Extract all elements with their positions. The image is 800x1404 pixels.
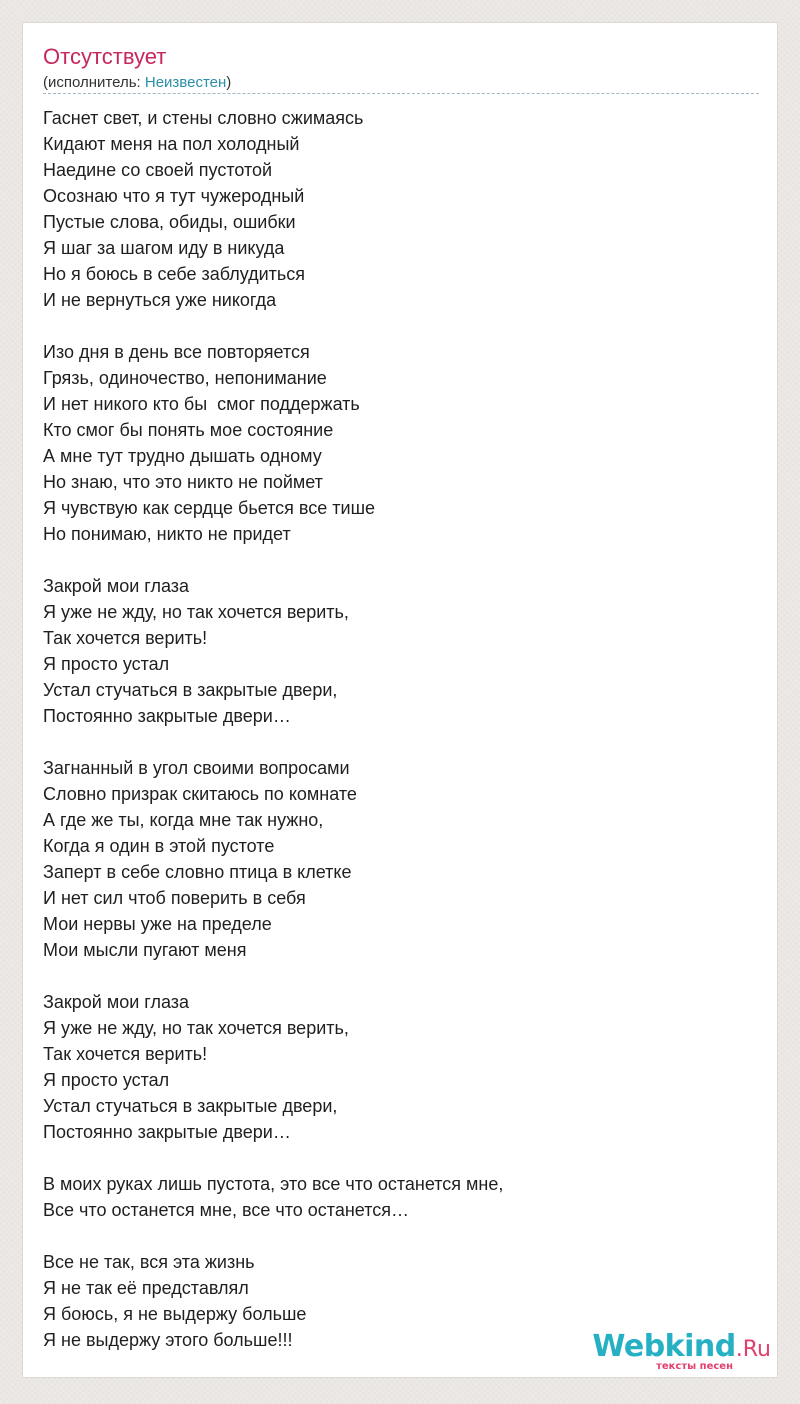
- artist-link[interactable]: Неизвестен: [144, 74, 227, 91]
- lyrics-line: Изо дня в день все повторяется: [43, 342, 310, 362]
- lyrics-line: Заперт в себе словно птица в клетке: [43, 862, 352, 882]
- lyrics-line: Кидают меня на пол холодный: [43, 134, 300, 154]
- lyrics-line: Мои нервы уже на пределе: [43, 914, 272, 934]
- lyrics-line: Закрой мои глаза: [43, 992, 190, 1012]
- lyrics-line: А где же ты, когда мне так нужно,: [43, 810, 324, 830]
- artist-byline: [43, 73, 231, 93]
- lyrics-line: И нет сил чтоб поверить в себя: [43, 888, 306, 908]
- lyrics-text: [43, 105, 759, 1379]
- lyrics-line: Все не так, вся эта жизнь: [43, 1252, 255, 1272]
- lyrics-line: Кто смог бы понять мое состояние: [43, 420, 334, 440]
- lyrics-line: Я чувствую как сердце бьется все тише: [43, 498, 376, 518]
- lyrics-stanza: [43, 755, 759, 963]
- webkind-logo[interactable]: [571, 1331, 771, 1375]
- lyrics-line: Я не так её представлял: [43, 1278, 249, 1298]
- lyrics-line: А мне тут трудно дышать одному: [43, 446, 322, 466]
- lyrics-line: Мои мысли пугают меня: [43, 940, 247, 960]
- lyrics-line: Осознаю что я тут чужеродный: [43, 186, 305, 206]
- lyrics-line: Я боюсь, я не выдержу больше: [43, 1304, 307, 1324]
- lyrics-line: Так хочется верить!: [43, 1044, 208, 1064]
- lyrics-line: Я уже не жду, но так хочется верить,: [43, 602, 349, 622]
- logo-name: Webkind: [592, 1329, 736, 1364]
- title-divider: [43, 93, 759, 94]
- lyrics-line: Постоянно закрытые двери…: [43, 1122, 291, 1142]
- lyrics-line: Я не выдержу этого больше!!!: [43, 1330, 293, 1350]
- lyrics-line: Когда я один в этой пустоте: [43, 836, 275, 856]
- lyrics-line: Но я боюсь в себе заблудиться: [43, 264, 306, 284]
- lyrics-line: Но знаю, что это никто не поймет: [43, 472, 323, 492]
- lyrics-line: Я шаг за шагом иду в никуда: [43, 238, 285, 258]
- lyrics-line: Пустые слова, обиды, ошибки: [43, 212, 296, 232]
- song-title: Отсутствует: [43, 44, 167, 69]
- lyrics-line: Устал стучаться в закрытые двери,: [43, 1096, 338, 1116]
- lyrics-line: И нет никого кто бы смог поддержать: [43, 394, 360, 414]
- lyrics-line: Наедине со своей пустотой: [43, 160, 273, 180]
- lyrics-stanza: [43, 989, 759, 1145]
- lyrics-line: Я просто устал: [43, 654, 170, 674]
- lyrics-line: Но понимаю, никто не придет: [43, 524, 291, 544]
- byline-suffix: ): [226, 74, 232, 91]
- lyrics-stanza: [43, 339, 759, 547]
- lyrics-stanza: [43, 1171, 759, 1223]
- lyrics-line: Загнанный в угол своими вопросами: [43, 758, 350, 778]
- lyrics-line: Постоянно закрытые двери…: [43, 706, 291, 726]
- lyrics-line: Я уже не жду, но так хочется верить,: [43, 1018, 349, 1038]
- lyrics-line: Устал стучаться в закрытые двери,: [43, 680, 338, 700]
- lyrics-line: Я просто устал: [43, 1070, 170, 1090]
- lyrics-line: Все что останется мне, все что останется…: [43, 1200, 409, 1220]
- lyrics-stanza: [43, 105, 759, 313]
- logo-tagline: тексты песен: [656, 1361, 733, 1372]
- lyrics-line: Словно призрак скитаюсь по комнате: [43, 784, 357, 804]
- lyrics-card: [22, 22, 778, 1378]
- lyrics-line: Так хочется верить!: [43, 628, 208, 648]
- logo-tld: .Ru: [735, 1337, 771, 1362]
- lyrics-line: Гаснет свет, и стены словно сжимаясь: [43, 108, 364, 128]
- lyrics-stanza: [43, 573, 759, 729]
- lyrics-line: И не вернуться уже никогда: [43, 290, 277, 310]
- byline-prefix: (исполнитель:: [43, 74, 145, 91]
- lyrics-line: Закрой мои глаза: [43, 576, 190, 596]
- lyrics-line: В моих руках лишь пустота, это все что останется мне,: [43, 1174, 504, 1194]
- lyrics-line: Грязь, одиночество, непонимание: [43, 368, 327, 388]
